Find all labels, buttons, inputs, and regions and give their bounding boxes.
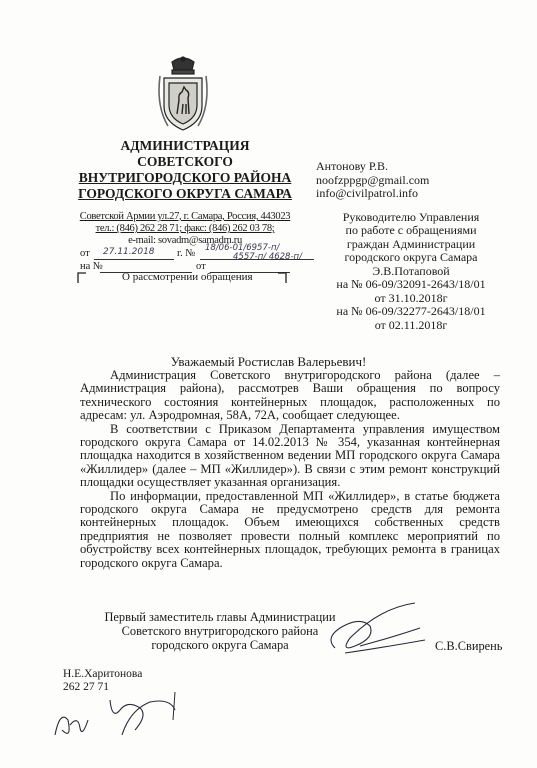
registration-line-1 [80,248,90,259]
handwritten-initials-icon [50,690,190,750]
phones: тел.: (846) 262 28 71; факс: (846) 262 03 78; [95,223,275,234]
spacer [316,201,516,211]
reference-line: от 31.10.2018г [374,290,448,305]
reference-line: на № 06-09/32091-2643/18/01 [336,277,486,291]
on-number-label: на № [80,261,103,272]
number-handwritten-1: 18/06-01/6957-п/ [205,243,280,253]
executor-phone: 262 27 71 [63,680,109,693]
date-underline [94,259,174,260]
signatory-name: С.В.Свирень [435,639,503,653]
recipient-line: по работе с обращениями [345,223,477,237]
org-line-4: ГОРОДСКОГО ОКРУГА САМАРА [78,186,292,201]
from-label: от [80,248,90,259]
org-line-1: АДМИНИСТРАЦИЯ [120,138,250,153]
handwritten-signature-icon [320,598,430,660]
subject: О рассмотрении обращения [122,271,253,283]
recipient-line: городского округа Самара [344,250,478,264]
greeting: Уважаемый Ростислав Валерьевич! [170,354,367,369]
number-handwritten-2: 4557-п/ 4628-п/ [233,252,302,262]
signatory-title-line: городского округа Самара [151,638,289,652]
executor-name: Н.Е.Харитонова [63,668,143,680]
samara-coat-of-arms-icon [158,56,208,136]
email: e-mail: sovadm@samadm.ru [128,235,242,246]
reference-line: на № 06-09/32277-2643/18/01 [336,304,486,318]
date-handwritten: 27.11.2018 [103,247,155,257]
signatory-title-line: Советского внутригородского района [121,624,319,638]
org-line-3: ВНУТРИГОРОДСКОГО РАЙОНА [78,170,292,185]
recipient-line: Э.В.Потаповой [372,263,450,278]
recipient-line: Руководителю Управления [342,209,480,224]
organization-title [60,138,310,202]
signatory-title [90,610,350,652]
paragraph: Администрация Советского внутригородского района (далее – Администрация района), рассмотрев Ваши обращения по вопросу технического состояния контейнерных площадок, расположенных по адресам: ул. Аэродромная, 58А, 72А, сообщает следующее. [80,368,500,423]
number-label: г. № [177,248,196,259]
recipient-email-2: info@civilpatrol.info [316,186,419,200]
reference-line: от 02.11.2018г [374,317,448,332]
signatory-title-line: Первый заместитель главы Администрации [104,610,336,624]
recipients-block [316,160,516,332]
recipient-email-1: noofzppgp@gmail.com [316,172,430,187]
paragraph: По информации, предоставленной МП «Жиллидер», в статье бюджета городского округа Самара не предусмотрено средств для ремонта контейнерных площадок. Объем имеющихся собственных средств предприятия не позволяет провести полный комплекс мероприятий по обустройству всех контейнерных площадок, требующих ремонта в границах городского округа Самара. [80,488,500,570]
paragraph: В соответствии с Приказом Департамента управления имуществом городского округа Самара от 14.02.2013 № 354, указанная контейнерная площадка находится в хозяйственном ведении МП городского округа Самара «Жиллидер» (далее – МП «Жиллидер»). В связи с этим ремонт конструкций площадки осуществляет указанная организация. [80,421,500,490]
recipient-line: Антонову Р.В. [316,159,389,173]
from2-label: от [196,261,206,272]
address: Советской Армии ул.27, г. Самара, Россия, 443023 [79,211,291,222]
recipient-line: граждан Администрации [346,236,476,251]
letter-body [80,369,500,570]
organization-contacts [60,211,310,247]
org-line-2: СОВЕТСКОГО [137,154,233,169]
